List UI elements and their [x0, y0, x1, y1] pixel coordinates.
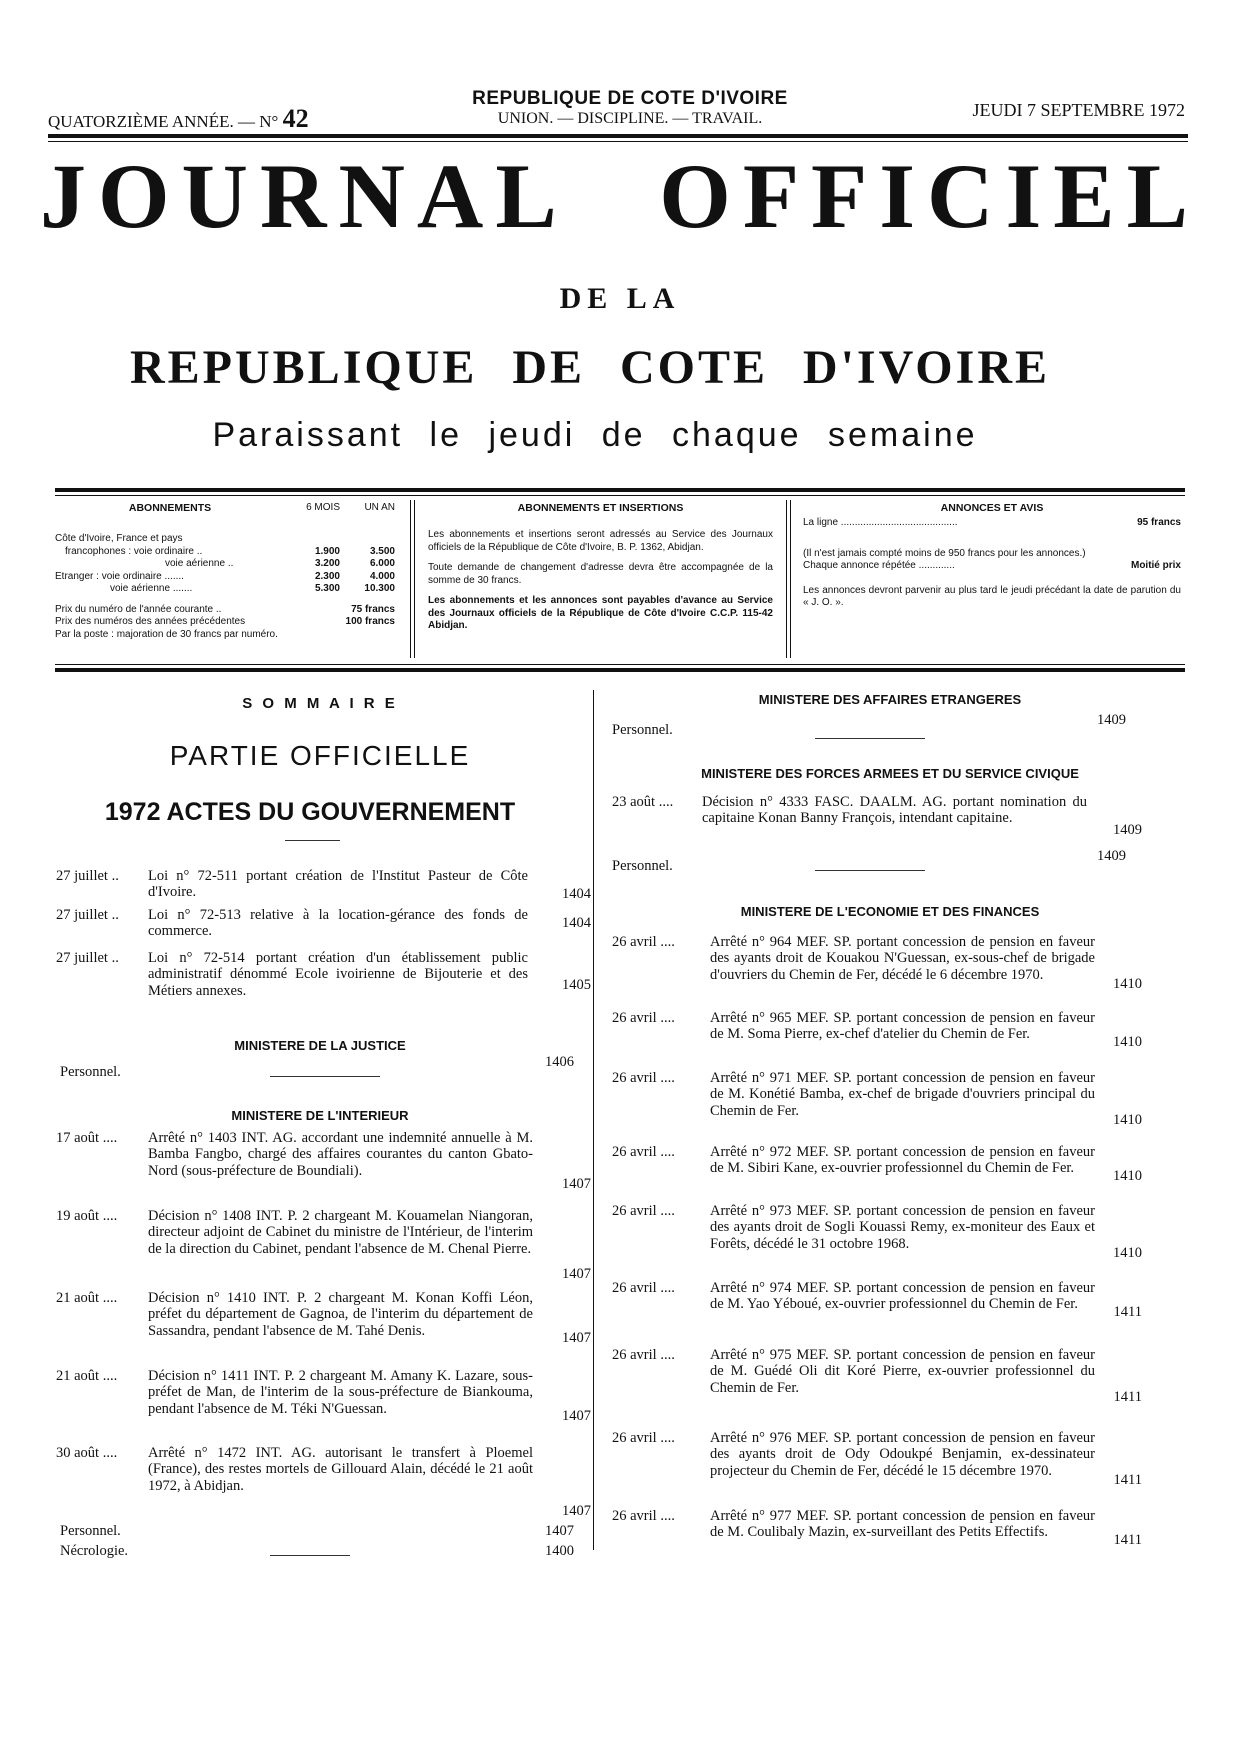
separator: [815, 738, 925, 739]
annonces-repeat: Chaque annonce répétée ............. Moitié prix: [803, 560, 1181, 572]
box-divider: [790, 500, 791, 658]
table-row: Etranger : voie ordinaire ....... 2.300 4.000: [55, 570, 395, 582]
separator: [270, 1555, 350, 1556]
separator: [285, 840, 340, 841]
necrologie-page: 1400: [545, 1543, 574, 1559]
box-bottom-rule: [55, 668, 1185, 672]
col-6-mois: 6 MOIS: [306, 502, 340, 513]
journal-title: [40, 145, 1200, 247]
insertions-p1: Les abonnements et insertions seront adressés au Service des Journaux officiels de la République de Côte d'Ivoire, B. P. 1362, Abidjan.: [428, 529, 773, 553]
motto: UNION. — DISCIPLINE. — TRAVAIL.: [497, 110, 763, 127]
table-row: Prix du numéro de l'année courante .. 75 francs: [55, 603, 395, 615]
abonnements-box: [55, 502, 395, 641]
issue-date: JEUDI 7 SEPTEMBRE 1972: [972, 100, 1185, 120]
table-row: Prix des numéros des années précédentes 100 francs: [55, 616, 395, 628]
header-rule-thin: [48, 141, 1188, 142]
economie-heading: MINISTERE DE L'ECONOMIE ET DES FINANCES: [740, 904, 1040, 919]
separator: [815, 870, 925, 871]
annonces-p1: (Il n'est jamais compté moins de 950 francs pour les annonces.): [803, 547, 1086, 559]
forces-personnel-page: 1409: [1097, 848, 1126, 864]
justice-heading: MINISTERE DE LA JUSTICE: [234, 1038, 406, 1053]
necrologie: Nécrologie.: [60, 1543, 129, 1559]
separator: [270, 1076, 380, 1077]
justice-personnel: Personnel.: [60, 1064, 121, 1080]
box-divider: [410, 500, 411, 658]
table-row: voie aérienne ....... 5.300 10.300: [110, 583, 395, 595]
insertions-box: [428, 502, 773, 633]
forces-personnel: Personnel.: [612, 858, 673, 874]
box-top-rule-thin: [55, 495, 1185, 496]
insertions-p2: Toute demande de changement d'adresse devra être accompagnée de la somme de 30 francs.: [428, 562, 773, 586]
box-top-rule: [55, 488, 1185, 492]
interieur-heading: MINISTERE DE L'INTERIEUR: [231, 1108, 409, 1123]
box-divider: [786, 500, 787, 658]
col-un-an: UN AN: [364, 502, 395, 513]
republic-word-3: COTE: [619, 341, 768, 394]
republic-title: [130, 340, 1050, 395]
abonnements-table: [55, 502, 395, 641]
title-right: OFFICIEL: [659, 145, 1200, 247]
column-divider: [593, 690, 594, 1550]
table-row: Côte d'Ivoire, France et pays: [55, 533, 183, 545]
partie-heading: PARTIE OFFICIELLE: [169, 740, 471, 771]
affaires-page: 1409: [1097, 712, 1126, 728]
insertions-p3: Les abonnements et les annonces sont payables d'avance au Service des Journaux officiels de la République de Côte d'Ivoire C.C.P. 115-42 Abidjan.: [428, 595, 773, 632]
issue-number: 42: [282, 104, 309, 133]
sommaire-heading: S O M M A I R E: [242, 695, 398, 712]
annonces-line: La ligne .......................................... 95 francs: [803, 517, 1181, 529]
de-la: DE LA: [559, 282, 681, 315]
annonces-box: [803, 502, 1181, 610]
republic-word-1: REPUBLIQUE: [130, 341, 478, 394]
box-bottom-rule-thin: [55, 664, 1185, 665]
republic-word-4: D'IVOIRE: [802, 341, 1050, 394]
interieur-personnel: Personnel.: [60, 1523, 121, 1539]
actes-heading: 1972 ACTES DU GOUVERNEMENT: [104, 798, 516, 826]
table-row: Par la poste : majoration de 30 francs par numéro.: [55, 628, 278, 640]
abonnements-title: ABONNEMENTS: [128, 502, 212, 514]
justice-page: 1406: [545, 1054, 574, 1070]
box-divider: [414, 500, 415, 658]
title-left: JOURNAL: [40, 145, 569, 247]
issue-label: [48, 104, 309, 134]
affaires-personnel: Personnel.: [612, 722, 673, 738]
issue-year: QUATORZIÈME ANNÉE. — N°: [48, 112, 279, 131]
table-row: francophones : voie ordinaire .. 1.900 3.500: [65, 545, 395, 557]
republic-word-2: DE: [512, 341, 586, 394]
forces-heading: MINISTERE DES FORCES ARMEES ET DU SERVICE CIVIQUE: [701, 766, 1079, 781]
republic-name: REPUBLIQUE DE COTE D'IVOIRE: [472, 88, 788, 109]
table-row: voie aérienne .. 3.200 6.000: [165, 558, 395, 570]
annonces-p2: Les annonces devront parvenir au plus tard le jeudi précédant la date de parution du « J. O. ».: [803, 584, 1181, 609]
insertions-title: ABONNEMENTS ET INSERTIONS: [517, 502, 684, 514]
subtitle: Paraissant le jeudi de chaque semaine: [212, 416, 978, 454]
republic-header: [440, 88, 820, 128]
header-rule: [48, 134, 1188, 138]
annonces-title: ANNONCES ET AVIS: [940, 502, 1044, 514]
affaires-heading: MINISTERE DES AFFAIRES ETRANGERES: [758, 692, 1022, 707]
interieur-personnel-page: 1407: [545, 1523, 574, 1539]
